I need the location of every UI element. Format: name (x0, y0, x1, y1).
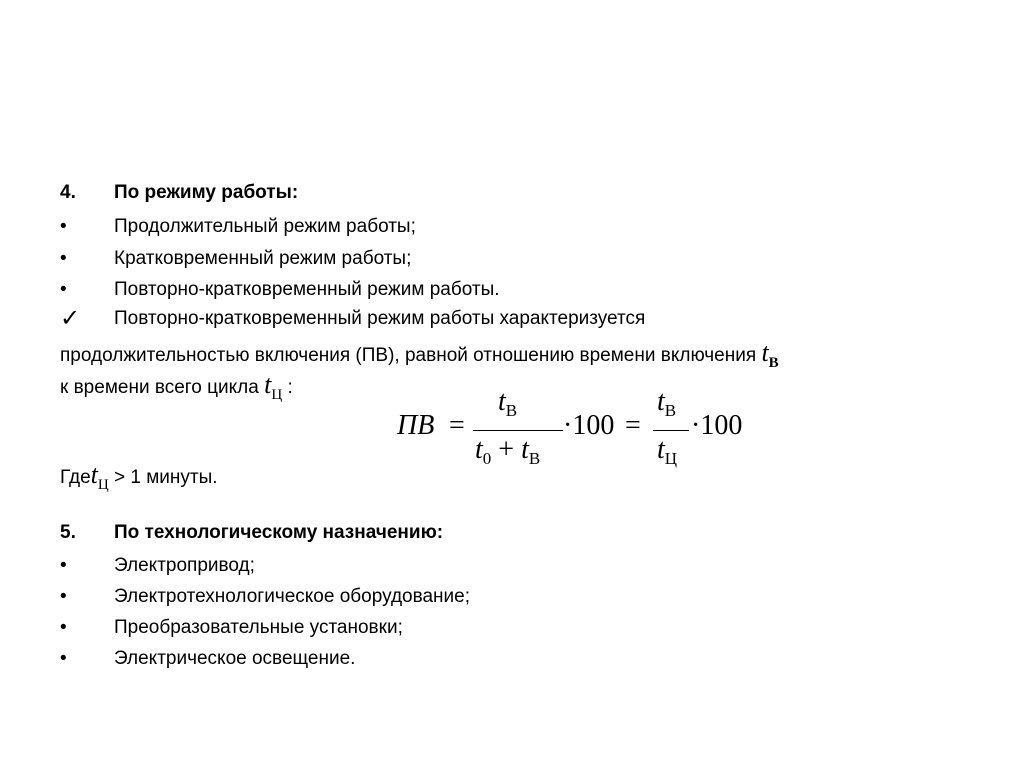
list-item-text: Продолжительный режим работы; (114, 216, 416, 237)
where-suffix: > 1 минуты. (108, 467, 218, 488)
bullet-icon: • (60, 248, 67, 269)
multiply-100: ·100 (691, 410, 743, 441)
list-item-text: Кратковременный режим работы; (114, 248, 412, 269)
where-line (60, 462, 218, 492)
t-cycle-symbol: $t_Ц$ (264, 370, 283, 403)
list-item-text: Электротехнологическое оборудование; (114, 586, 471, 607)
duty-cycle-formula (393, 386, 753, 472)
paragraph-text: к времени всего цикла (60, 377, 259, 398)
bullet-icon: • (60, 279, 67, 300)
section-number: 4. (60, 182, 76, 203)
fraction-bar (653, 430, 689, 431)
colon: : (287, 377, 293, 398)
section-number: 5. (60, 522, 76, 543)
bullet-icon: • (60, 586, 67, 607)
list-item-text: Повторно-кратковременный режим работы. (114, 279, 500, 300)
paragraph-line (60, 340, 779, 370)
denominator: $t_0 + t_В$ (475, 434, 541, 468)
equals-sign: = (449, 410, 465, 441)
t-cycle-symbol: $t_Ц$ (90, 460, 109, 493)
multiply-100: ·100 (563, 410, 615, 441)
bullet-icon: • (60, 216, 67, 237)
paragraph-text: продолжительностью включения (ПВ), равной отношению времени включения (60, 345, 757, 366)
where-prefix: Где (60, 467, 91, 488)
bullet-icon: • (60, 555, 67, 576)
denominator: $t_Ц$ (657, 434, 678, 468)
list-item-text: Электропривод; (114, 555, 255, 576)
paragraph-line (60, 372, 293, 402)
equals-sign: = (625, 410, 641, 441)
formula-lhs: ПВ (397, 410, 435, 441)
section-title: По технологическому назначению: (114, 522, 444, 543)
list-item-text: Электрическое освещение. (114, 648, 356, 669)
section-title: По режиму работы: (114, 182, 299, 203)
numerator: $t_В$ (657, 386, 677, 420)
fraction-bar (473, 430, 563, 431)
check-item-text: Повторно-кратковременный режим работы характеризуется (114, 308, 646, 329)
t-on-symbol: $t_В$ (761, 338, 779, 371)
list-item-text: Преобразовательные установки; (114, 617, 403, 638)
bullet-icon: • (60, 617, 67, 638)
checkmark-icon: ✓ (60, 305, 81, 332)
numerator: $t_В$ (498, 386, 518, 420)
bullet-icon: • (60, 648, 67, 669)
